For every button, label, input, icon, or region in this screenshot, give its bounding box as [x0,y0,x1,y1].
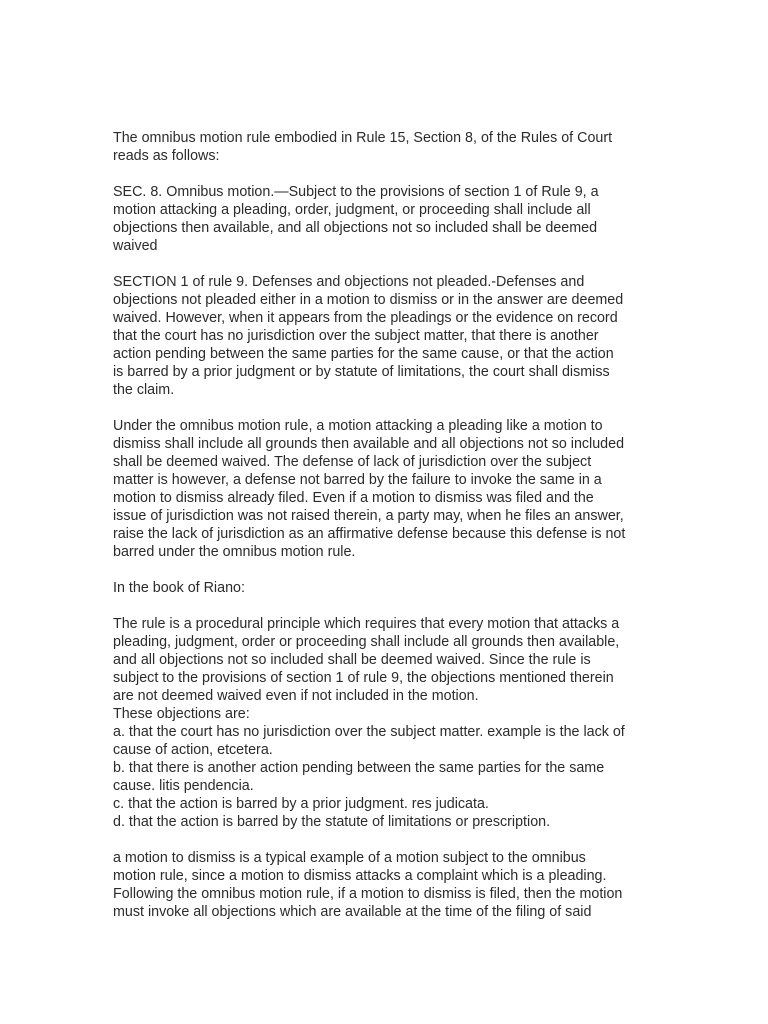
paragraph [113,849,658,921]
text-line: cause of action, etcetera. [113,742,273,758]
text-line: dismiss shall include all grounds then available and all objections not so included [113,436,625,452]
text-line: subject to the provisions of section 1 of rule 9, the objections mentioned therein [113,670,614,686]
text-line: objections then available, and all objections not so included shall be deemed [113,220,598,236]
text-line: The rule is a procedural principle which requires that every motion that attacks a [113,616,620,632]
text-line: motion rule, since a motion to dismiss attacks a complaint which is a pleading. [113,868,607,884]
text-line: action pending between the same parties for the same cause, or that the action [113,346,614,362]
text-line: reads as follows: [113,148,220,164]
paragraph [113,615,658,831]
text-line: The omnibus motion rule embodied in Rule 15, Section 8, of the Rules of Court [113,130,613,146]
paragraph [113,579,658,597]
text-line: cause. litis pendencia. [113,778,254,794]
text-line: pleading, judgment, order or proceeding shall include all grounds then available, [113,634,620,650]
text-line: shall be deemed waived. The defense of lack of jurisdiction over the subject [113,454,592,470]
text-line: issue of jurisdiction was not raised therein, a party may, when he files an answer, [113,508,624,524]
text-line: These objections are: [113,706,250,722]
text-line: is barred by a prior judgment or by statute of limitations, the court shall dismiss [113,364,610,380]
text-line: Under the omnibus motion rule, a motion attacking a pleading like a motion to [113,418,603,434]
text-line: matter is however, a defense not barred by the failure to invoke the same in a [113,472,602,488]
text-line: raise the lack of jurisdiction as an affirmative defense because this defense is not [113,526,626,542]
text-line: that the court has no jurisdiction over the subject matter, that there is another [113,328,599,344]
paragraph [113,129,658,165]
text-line: motion attacking a pleading, order, judgment, or proceeding shall include all [113,202,591,218]
text-line: a motion to dismiss is a typical example of a motion subject to the omnibus [113,850,586,866]
document-body [113,129,658,939]
text-line: are not deemed waived even if not included in the motion. [113,688,479,704]
text-line: barred under the omnibus motion rule. [113,544,356,560]
text-line: the claim. [113,382,175,398]
text-line: a. that the court has no jurisdiction over the subject matter. example is the lack of [113,724,625,740]
text-line: objections not pleaded either in a motion to dismiss or in the answer are deemed [113,292,624,308]
text-line: waived [113,238,158,254]
text-line: SEC. 8. Omnibus motion.—Subject to the provisions of section 1 of Rule 9, a [113,184,599,200]
text-line: SECTION 1 of rule 9. Defenses and objections not pleaded.-Defenses and [113,274,585,290]
text-line: c. that the action is barred by a prior judgment. res judicata. [113,796,489,812]
paragraph [113,273,658,399]
paragraph [113,183,658,255]
text-line: waived. However, when it appears from the pleadings or the evidence on record [113,310,618,326]
text-line: In the book of Riano: [113,580,245,596]
text-line: b. that there is another action pending between the same parties for the same [113,760,605,776]
text-line: Following the omnibus motion rule, if a motion to dismiss is filed, then the motion [113,886,623,902]
text-line: d. that the action is barred by the statute of limitations or prescription. [113,814,551,830]
text-line: motion to dismiss already filed. Even if a motion to dismiss was filed and the [113,490,594,506]
paragraph [113,417,658,561]
text-line: must invoke all objections which are available at the time of the filing of said [113,904,592,920]
text-line: and all objections not so included shall be deemed waived. Since the rule is [113,652,591,668]
